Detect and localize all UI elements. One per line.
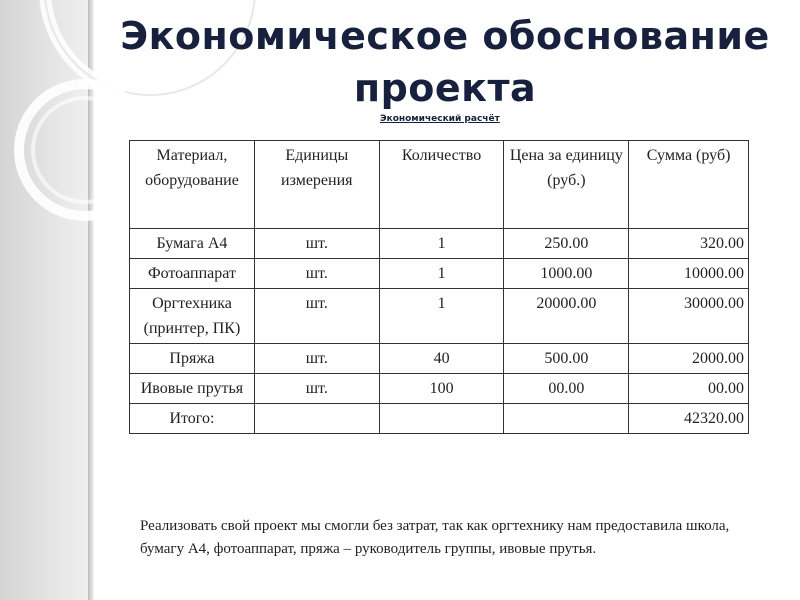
table-cell: Фотоаппарат	[130, 259, 255, 289]
table-header-cell: Цена за единицу (руб.)	[504, 141, 629, 229]
table-cell: 2000.00	[629, 344, 749, 374]
table-cell: шт.	[254, 289, 379, 344]
table-cell: 250.00	[504, 229, 629, 259]
slide-title: Экономическое обоснование	[120, 14, 770, 58]
table-row	[130, 344, 749, 374]
table-cell: Оргтехника (принтер, ПК)	[130, 289, 255, 344]
table-row	[130, 374, 749, 404]
slide-subtitle: Экономический расчёт	[380, 114, 500, 124]
table-header-cell: Единицы измерения	[254, 141, 379, 229]
table-cell: Пряжа	[130, 344, 255, 374]
table-row	[130, 259, 749, 289]
table-cell: Ивовые прутья	[130, 374, 255, 404]
table-header-cell: Сумма (руб)	[629, 141, 749, 229]
table-cell: 30000.00	[629, 289, 749, 344]
table-cell: 1	[379, 289, 504, 344]
table-cell-empty	[254, 404, 379, 434]
table-row	[130, 289, 749, 344]
table-row	[130, 229, 749, 259]
table-cell: шт.	[254, 374, 379, 404]
economic-calculation-table	[129, 140, 749, 434]
table-header-cell: Количество	[379, 141, 504, 229]
table-cell: шт.	[254, 229, 379, 259]
table-cell: 10000.00	[629, 259, 749, 289]
table-cell: шт.	[254, 344, 379, 374]
table-cell: 1000.00	[504, 259, 629, 289]
table-cell: 320.00	[629, 229, 749, 259]
table-cell: 100	[379, 374, 504, 404]
table-cell-empty	[504, 404, 629, 434]
table-cell: 00.00	[504, 374, 629, 404]
table-cell: 500.00	[504, 344, 629, 374]
table-header-row	[130, 141, 749, 229]
footnote-text: Реализовать свой проект мы смогли без затрат, так как оргтехнику нам предоставила школа, бумагу А4, фотоаппарат, пряжа – руководитель группы, ивовые прутья.	[140, 518, 730, 557]
table-cell: 20000.00	[504, 289, 629, 344]
table-cell: шт.	[254, 259, 379, 289]
table-cell: 40	[379, 344, 504, 374]
total-value: 42320.00	[629, 404, 749, 434]
table-cell: 00.00	[629, 374, 749, 404]
slide-title-line2: проекта	[353, 66, 537, 110]
table-cell-empty	[379, 404, 504, 434]
total-label: Итого:	[130, 404, 255, 434]
table-cell: Бумага А4	[130, 229, 255, 259]
table-total-row	[130, 404, 749, 434]
table-cell: 1	[379, 229, 504, 259]
table-cell: 1	[379, 259, 504, 289]
table-header-cell: Материал, оборудование	[130, 141, 255, 229]
